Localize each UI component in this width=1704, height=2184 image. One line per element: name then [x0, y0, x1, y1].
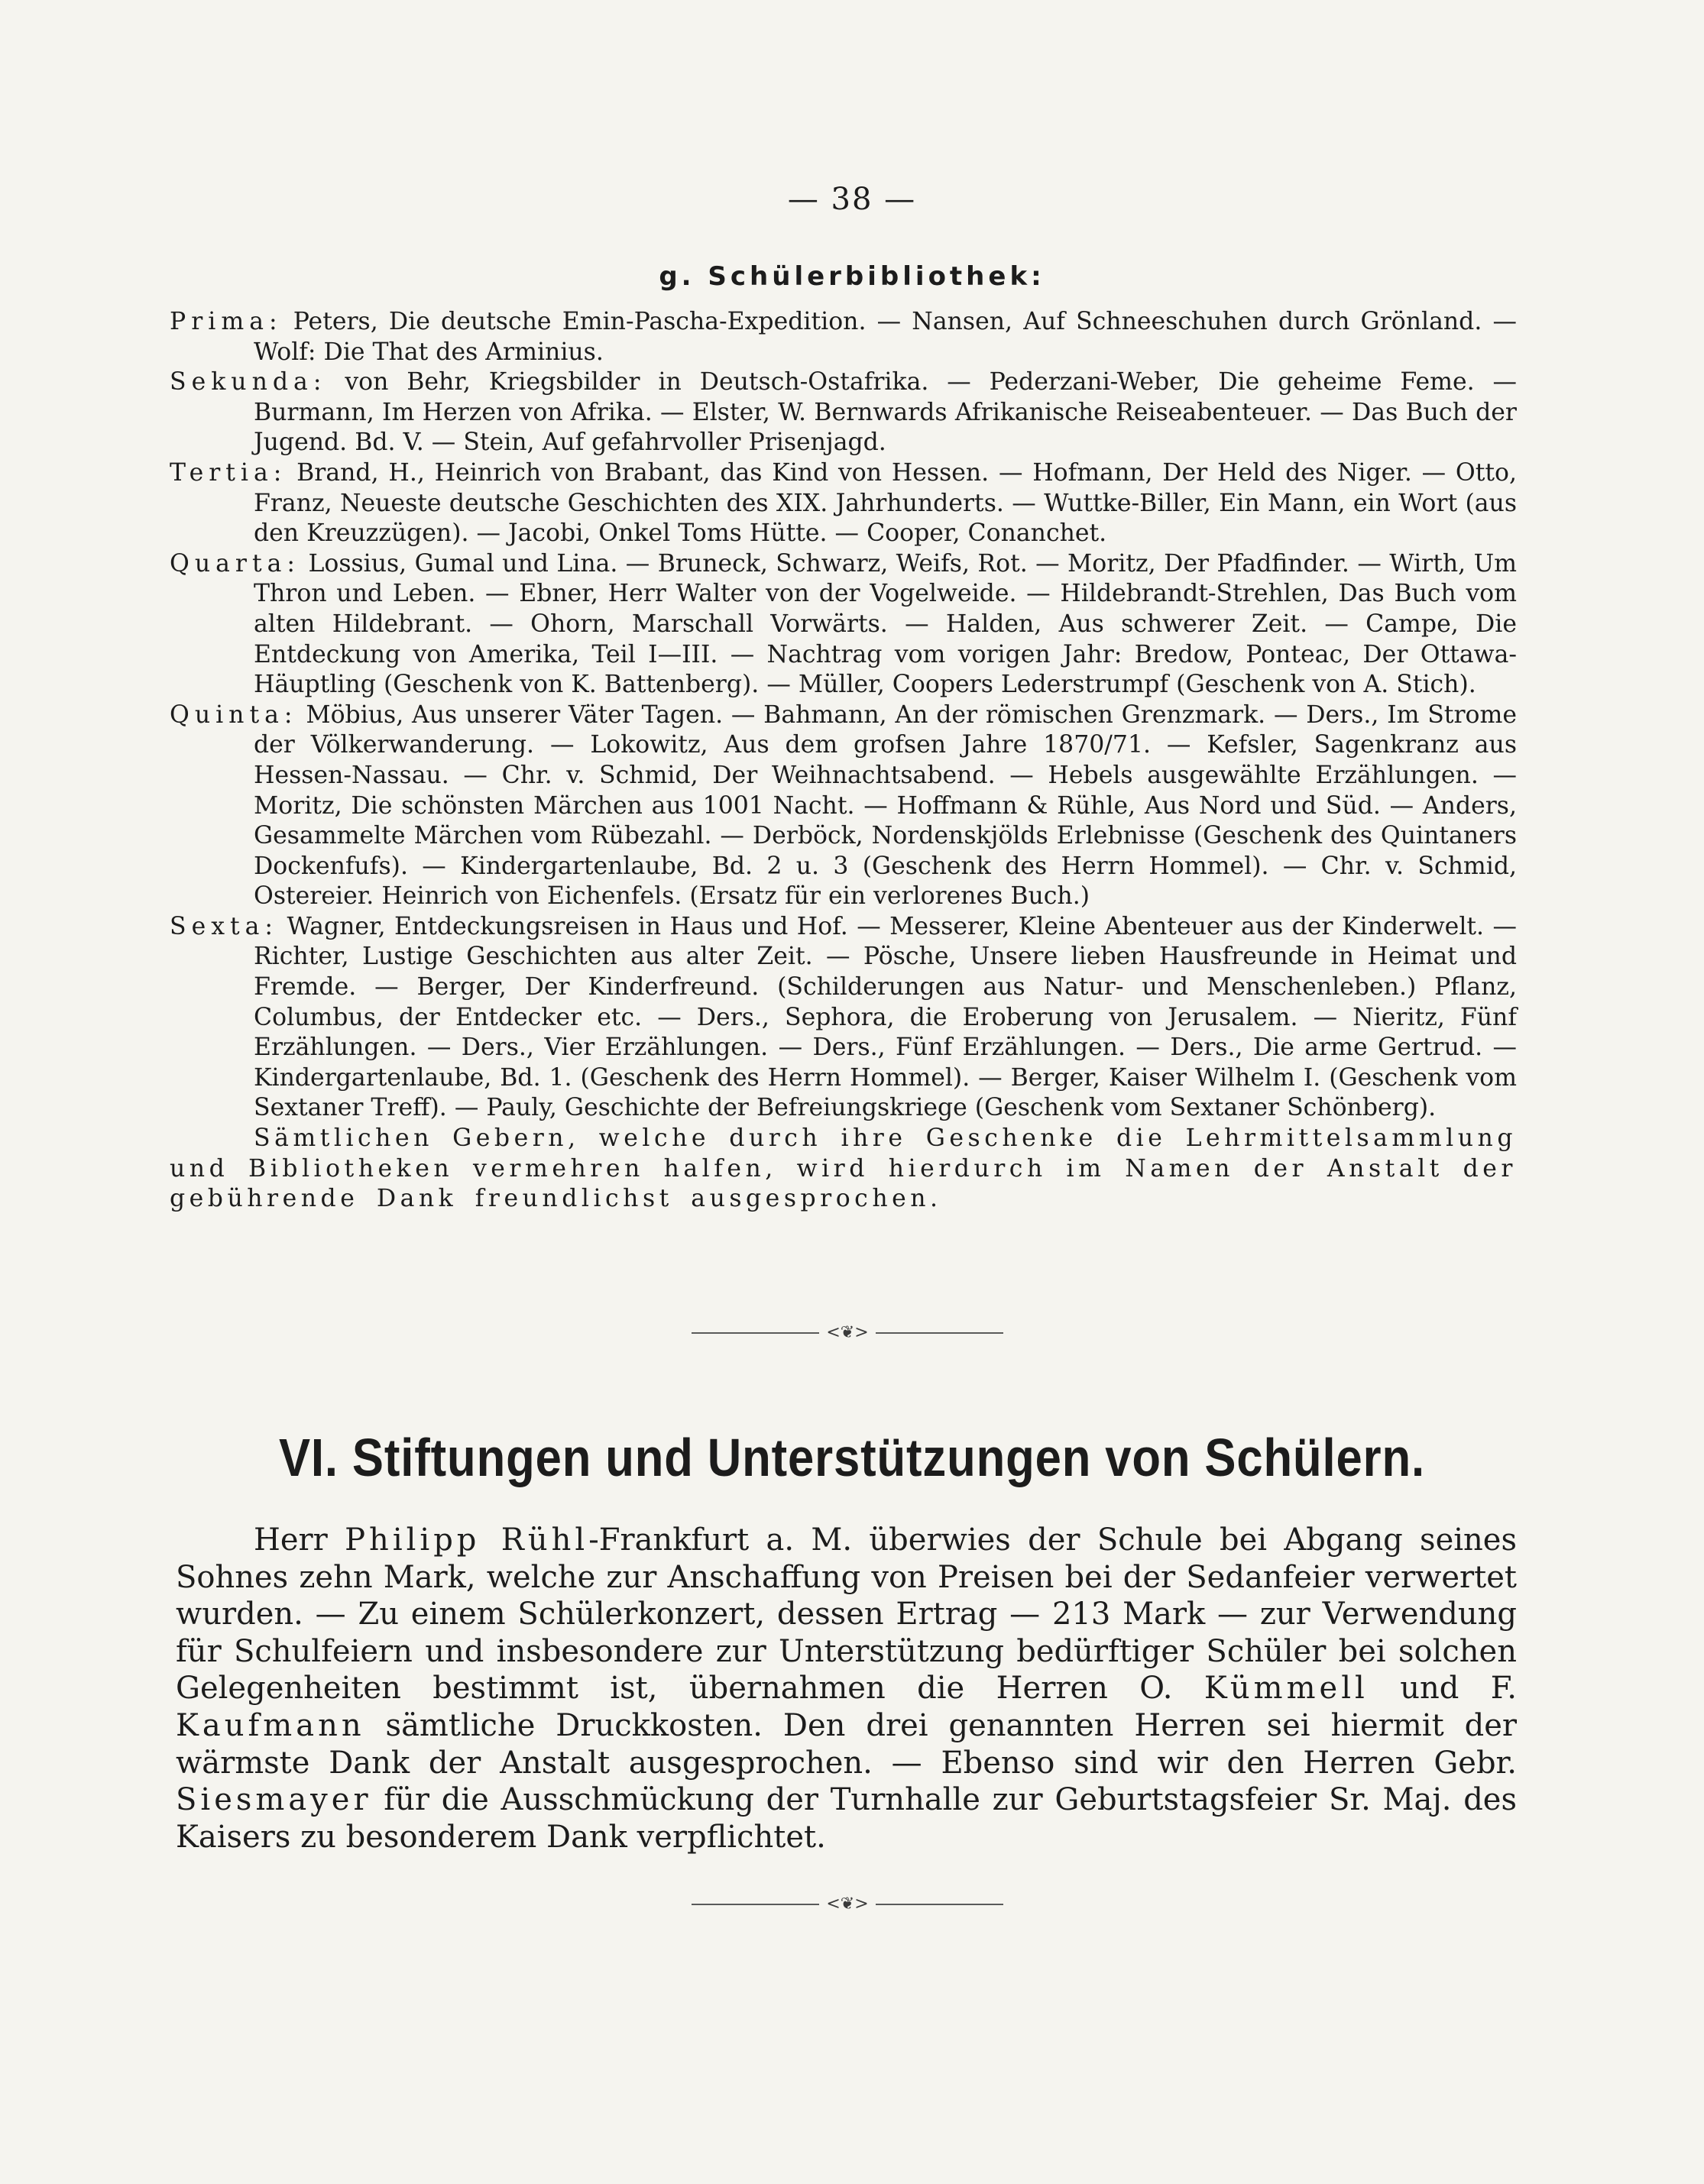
grade-label: Tertia:: [170, 458, 287, 487]
grade-label: Sekunda:: [170, 368, 327, 396]
donor-thanks-paragraph: Sämtlichen Gebern, welche durch ihre Geschenke die Lehrmittelsammlung und Bibliotheken vermehren halfen, wird hierdurch im Namen der Anstalt der gebührende Dank freundlichst ausgesprochen.: [170, 1124, 1517, 1213]
grade-entry-quinta: [170, 700, 1517, 912]
divider-line: [876, 1904, 1003, 1905]
person-name: Siesmayer: [176, 1782, 372, 1818]
foundations-paragraph: [176, 1522, 1517, 1856]
text-run: für die Ausschmückung der Turnhalle zur Geburtstagsfeier Sr. Maj. des Kaisers zu besonderem Dank verpflichtet.: [176, 1782, 1517, 1855]
text-run: und F.: [1368, 1671, 1517, 1707]
grade-books: Lossius, Gumal und Lina. — Bruneck, Schwarz, Weifs, Rot. — Moritz, Der Pfadfinder. — Wirth, Um Thron und Leben. — Ebner, Herr Walter von der Vogelweide. — Hildebrandt-Strehlen, Das Buch vom alten Hildebrant. — Ohorn, Marschall Vorwärts. — Halden, Aus schwerer Zeit. — Campe, Die Entdeckung von Amerika, Teil I—III. — Nachtrag vom vorigen Jahr: Bredow, Ponteac, Der Ottawa-Häuptling (Geschenk von K. Battenberg). — Müller, Coopers Lederstrumpf (Geschenk von A. Stich).: [254, 549, 1518, 699]
page-number: — 38 —: [787, 182, 917, 217]
grade-books: Peters, Die deutsche Emin-Pascha-Expedition. — Nansen, Auf Schneeschuhen durch Grönland. — Wolf: Die That des Arminius.: [254, 308, 1518, 366]
text-run: -Frankfurt a. M. überwies der Schule bei Abgang seines Sohnes zehn Mark, welche zur Anschaffung von Preisen bei der Sedanfeier verwertet wurden. — Zu einem Schülerkonzert, dessen Ertrag — 213 Mark — zur Verwendung für Schulfeiern und insbesondere zur Unterstützung bedürftiger Schüler bei solchen Gelegenheiten bestimmt ist, übernahmen die Herren O.: [176, 1522, 1518, 1707]
person-name: Kümmell: [1203, 1671, 1369, 1707]
grade-label: Prima:: [170, 308, 283, 335]
grade-entry-sexta: [170, 912, 1517, 1124]
person-name: Kaufmann: [176, 1707, 365, 1743]
school-library-list: [170, 307, 1517, 1215]
grade-books: Möbius, Aus unserer Väter Tagen. — Bahmann, An der römischen Grenzmark. — Ders., Im Strome der Völkerwanderung. — Lokowitz, Aus dem grofsen Jahre 1870/71. — Kefsler, Sagenkranz aus Hessen-Nassau. — Chr. v. Schmid, Der Weihnachtsabend. — Hebels ausgewählte Erzählungen. — Moritz, Die schönsten Märchen aus 1001 Nacht. — Hoffmann & Rühle, Aus Nord und Süd. — Anders, Gesammelte Märchen vom Rübezahl. — Derböck, Nordenskjölds Erlebnisse (Geschenk des Quintaners Dockenfufs). — Kindergartenlaube, Bd. 2 u. 3 (Geschenk des Herrn Hommel). — Chr. v. Schmid, Ostereier. Heinrich von Eichenfels. (Ersatz für ein verlorenes Buch.): [254, 700, 1518, 911]
grade-label: Quinta:: [170, 700, 298, 729]
grade-entry-prima: [170, 307, 1517, 367]
divider-line: [876, 1332, 1003, 1334]
section-heading-school-library: g. Schülerbibliothek:: [659, 261, 1045, 292]
divider-line: [692, 1904, 819, 1905]
grade-books: Brand, H., Heinrich von Brabant, das Kind von Hessen. — Hofmann, Der Held des Niger. — Otto, Franz, Neueste deutsche Geschichten des XIX. Jahrhunderts. — Wuttke-Biller, Ein Mann, ein Wort (aus den Kreuzzügen). — Jacobi, Onkel Toms Hütte. — Cooper, Conanchet.: [254, 458, 1517, 548]
person-name: Philipp Rühl: [345, 1522, 589, 1558]
chapter-title: VI. Stiftungen und Unterstützungen von Schülern.: [278, 1428, 1426, 1487]
grade-entry-quarta: [170, 549, 1517, 700]
grade-entry-tertia: [170, 458, 1517, 549]
grade-entry-sekunda: [170, 367, 1517, 458]
grade-label: Sexta:: [170, 912, 279, 940]
ornamental-divider: [692, 1893, 1003, 1916]
grade-books: von Behr, Kriegsbilder in Deutsch-Ostafrika. — Pederzani-Weber, Die geheime Feme. — Burmann, Im Herzen von Afrika. — Elster, W. Bernwards Afrikanische Reiseabenteuer. — Das Buch der Jugend. Bd. V. — Stein, Auf gefahrvoller Prisenjagd.: [254, 368, 1518, 457]
grade-books: Wagner, Entdeckungsreisen in Haus und Hof. — Messerer, Kleine Abenteuer aus der Kinderwelt. — Richter, Lustige Geschichten aus alter Zeit. — Pösche, Unsere lieben Hausfreunde in Heimat und Fremde. — Berger, Der Kinderfreund. (Schilderungen aus Natur- und Menschenleben.) Pflanz, Columbus, der Entdecker etc. — Ders., Sephora, die Eroberung von Jerusalem. — Nieritz, Fünf Erzählungen. — Ders., Vier Erzählungen. — Ders., Fünf Erzählungen. — Ders., Die arme Gertrud. — Kindergartenlaube, Bd. 1. (Geschenk des Herrn Hommel). — Berger, Kaiser Wilhelm I. (Geschenk vom Sextaner Treff). — Pauly, Geschichte der Befreiungskriege (Geschenk vom Sextaner Schönberg).: [254, 912, 1517, 1122]
ornamental-divider: [692, 1322, 1003, 1344]
ornament-icon: <❦>: [826, 1323, 869, 1342]
ornament-icon: <❦>: [826, 1894, 869, 1914]
text-run: sämtliche Druckkosten. Den drei genannten Herren sei hiermit der wärmste Dank der Anstalt ausgesprochen. — Ebenso sind wir den Herren Gebr.: [176, 1707, 1517, 1781]
text-run: Herr: [254, 1522, 345, 1558]
grade-label: Quarta:: [170, 549, 301, 578]
divider-line: [692, 1332, 819, 1334]
